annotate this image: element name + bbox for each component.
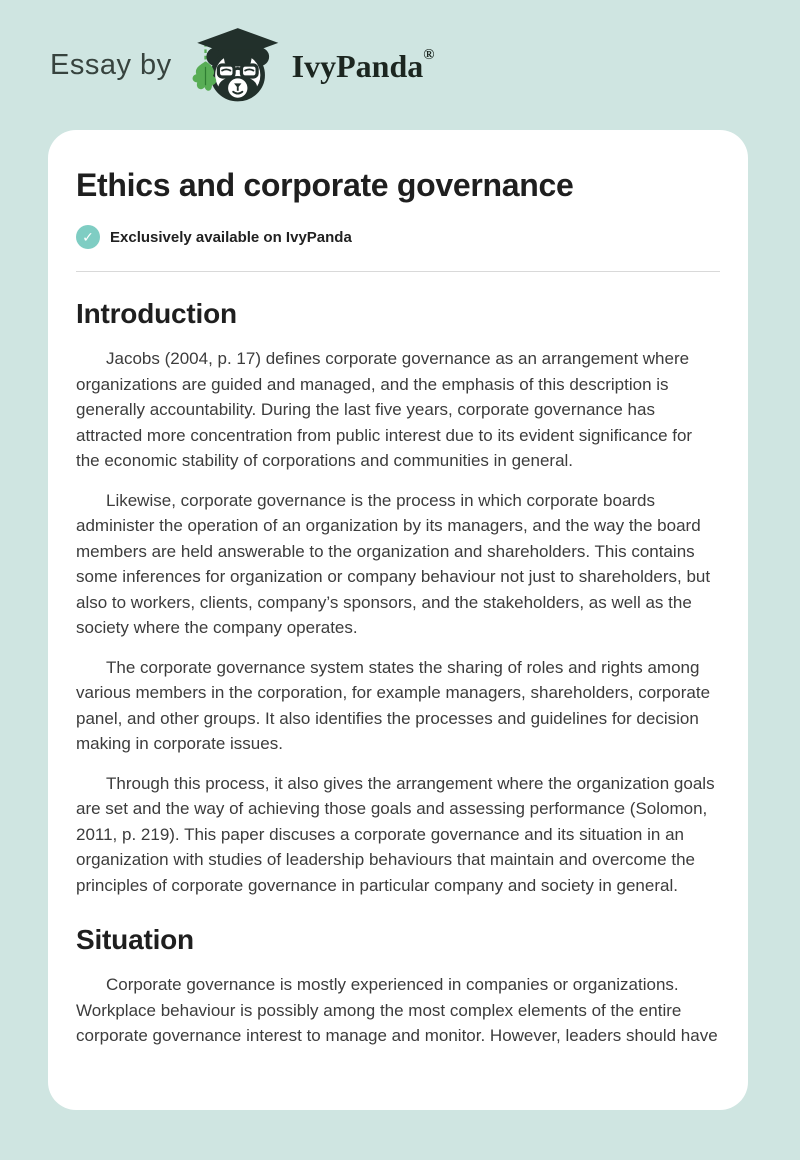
essay-paragraph: Through this process, it also gives the arrangement where the organization goals are set and the way of achieving those goals and assessing performance (Solomon, 2011, p. 219). This paper discuses a corporate governance and its situation in an organization with studies of leadership behaviours that maintain and overcome the principles of corporate governance in particular company and society in general.	[76, 773, 715, 895]
brand-name	[292, 48, 435, 82]
essay-card	[48, 130, 748, 1110]
essay-paragraph: Likewise, corporate governance is the process in which corporate boards administer the operation of an organization by its managers, and the way the board members are held answerable to the organization and shareholders. This contains some inferences for organization or company behaviour not just to shareholders, but also to workers, clients, company’s sponsors, and the stakeholders, as well as the society where the company operates.	[76, 490, 711, 638]
section-heading-introduction: Introduction	[76, 298, 237, 330]
divider	[76, 271, 720, 272]
registered-mark: ®	[423, 47, 435, 63]
check-icon: ✓	[76, 225, 100, 249]
availability-badge	[76, 225, 720, 249]
essay-paragraph: Corporate governance is mostly experienced in companies or organizations. Workplace behaviour is possibly among the most complex elements of the entire corporate governance interest to manage and monitor. However, leaders should have	[76, 975, 718, 1046]
availability-label: Exclusively available on IvyPanda	[110, 228, 352, 246]
section-situation	[76, 924, 720, 1049]
essay-by-label: Essay by	[50, 48, 172, 81]
essay-paragraph: Jacobs (2004, p. 17) defines corporate governance as an arrangement where organizations are guided and managed, and the emphasis of this description is generally accountability. During the last five years, corporate governance has attracted more concentration from public interest due to its evident significance for the economic stability of corporations and communities in general.	[76, 349, 693, 471]
section-introduction	[76, 298, 720, 898]
essay-title: Ethics and corporate governance	[76, 167, 574, 203]
section-heading-situation: Situation	[76, 924, 194, 956]
site-header	[0, 0, 800, 130]
brand-text: IvyPanda	[291, 48, 424, 84]
essay-paragraph: The corporate governance system states the sharing of roles and rights among various members in the corporation, for example managers, shareholders, corporate panel, and other groups. It also identifies the processes and guidelines for decision making in corporate issues.	[76, 657, 711, 754]
panda-graduate-icon	[188, 24, 282, 106]
